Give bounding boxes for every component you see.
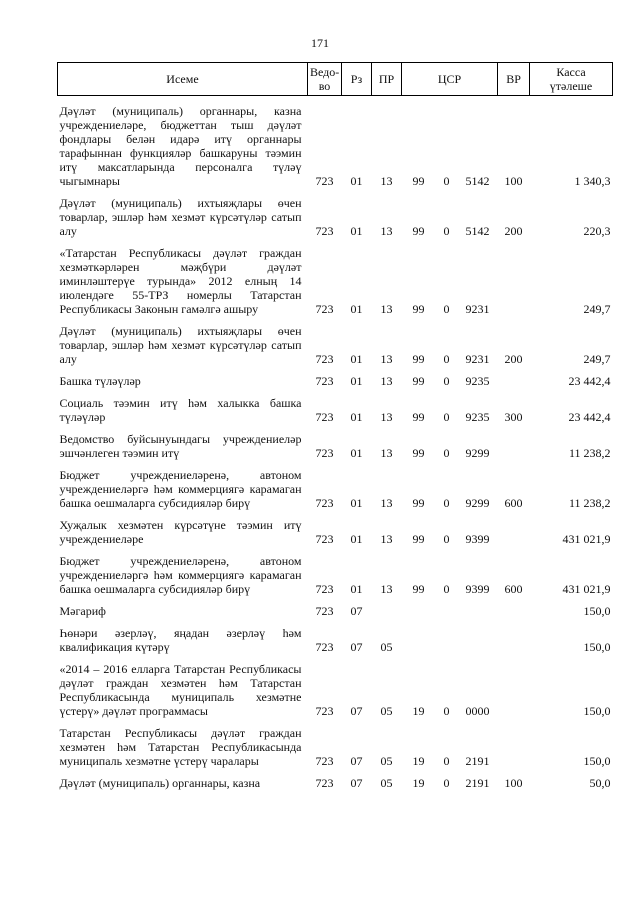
cell-rz: 07 <box>350 704 363 718</box>
cell-csr3: 9231 <box>465 352 490 366</box>
cell-csr1: 99 <box>412 374 425 388</box>
cell-rz: 01 <box>350 410 363 424</box>
cell-sum: 11 238,2 <box>568 446 611 460</box>
cell-pr: 13 <box>380 174 393 188</box>
cell-sum: 1 340,3 <box>574 174 611 188</box>
cell-rz: 01 <box>350 374 363 388</box>
header-sum: Касса үтәлеше <box>530 63 613 96</box>
cell-pr: 13 <box>380 410 393 424</box>
cell-vr <box>498 510 530 546</box>
cell-sum: 150,0 <box>583 754 611 768</box>
header-pr: ПР <box>372 63 402 96</box>
cell-csr2: 0 <box>443 704 450 718</box>
cell-csr2: 0 <box>443 224 450 238</box>
header-rz: Рз <box>342 63 372 96</box>
header-name: Исеме <box>58 63 308 96</box>
cell-name: Хуҗалык хезмәтен күрсәтүне тәэмин итү учреждениеләре <box>59 518 302 546</box>
cell-csr3: 9235 <box>465 410 490 424</box>
cell-name: Дәүләт (муниципаль) органнары, казна учреждениеләре, бюджеттан тыш дәүләт фондлары белән идарә итү органнары тарафыннан функцияләр башкаруны тәэмин итү максатларында персоналга түләү чыгымнары <box>59 104 302 188</box>
cell-csr2: 0 <box>443 302 450 316</box>
cell-csr1: 99 <box>412 174 425 188</box>
cell-sum: 23 442,4 <box>568 410 611 424</box>
cell-ved: 723 <box>315 352 334 366</box>
cell-ved: 723 <box>315 224 334 238</box>
cell-name: Социаль тәэмин итү һәм халыкка башка түләүләр <box>59 396 302 424</box>
cell-name: Татарстан Республикасы дәүләт граждан хезмәтен һәм Татарстан Республикасында муниципаль хезмәтне үстерү чаралары <box>59 726 302 768</box>
cell-vr: 300 <box>504 410 523 424</box>
cell-csr2: 0 <box>443 352 450 366</box>
cell-pr: 05 <box>380 704 393 718</box>
cell-rz: 07 <box>350 776 363 790</box>
cell-vr <box>498 618 530 654</box>
cell-csr3: 0000 <box>465 704 490 718</box>
cell-pr: 13 <box>380 224 393 238</box>
table-row <box>58 546 613 596</box>
cell-ved: 723 <box>315 754 334 768</box>
cell-sum: 50,0 <box>589 776 611 790</box>
cell-csr2: 0 <box>443 410 450 424</box>
table-row <box>58 188 613 238</box>
header-ved: Ведо- во <box>308 63 342 96</box>
cell-rz: 01 <box>350 302 363 316</box>
cell-rz: 07 <box>350 754 363 768</box>
budget-table <box>57 62 613 790</box>
cell-pr: 13 <box>380 446 393 460</box>
cell-csr2: 0 <box>443 754 450 768</box>
cell-csr1: 99 <box>412 582 425 596</box>
cell-sum: 150,0 <box>583 604 611 618</box>
cell-ved: 723 <box>315 174 334 188</box>
cell-rz: 07 <box>350 640 363 654</box>
table-row <box>58 768 613 790</box>
cell-ved: 723 <box>315 776 334 790</box>
cell-vr: 200 <box>504 224 523 238</box>
cell-vr: 600 <box>504 496 523 510</box>
cell-name: Башка түләүләр <box>59 374 141 388</box>
cell-sum: 23 442,4 <box>568 374 611 388</box>
table-row <box>58 618 613 654</box>
cell-pr: 05 <box>380 776 393 790</box>
cell-csr2: 0 <box>443 776 450 790</box>
cell-rz: 01 <box>350 496 363 510</box>
cell-csr1 <box>402 596 436 618</box>
cell-pr <box>372 596 402 618</box>
cell-csr1: 99 <box>412 302 425 316</box>
table-header-row <box>58 63 613 96</box>
cell-csr3: 5142 <box>465 224 490 238</box>
cell-csr3: 2191 <box>465 776 490 790</box>
cell-ved: 723 <box>315 374 334 388</box>
cell-csr3: 9299 <box>465 496 490 510</box>
cell-csr2: 0 <box>443 374 450 388</box>
cell-csr2 <box>436 596 458 618</box>
cell-csr2: 0 <box>443 532 450 546</box>
cell-csr1: 99 <box>412 496 425 510</box>
cell-csr3 <box>458 618 498 654</box>
cell-csr1: 99 <box>412 410 425 424</box>
cell-vr: 600 <box>504 582 523 596</box>
cell-vr <box>498 654 530 718</box>
cell-rz: 01 <box>350 352 363 366</box>
cell-sum: 150,0 <box>583 640 611 654</box>
cell-csr3 <box>458 596 498 618</box>
table-row <box>58 316 613 366</box>
cell-vr <box>498 424 530 460</box>
cell-csr1: 99 <box>412 532 425 546</box>
cell-ved: 723 <box>315 446 334 460</box>
table-row <box>58 596 613 618</box>
cell-name: «2014 – 2016 елларга Татарстан Республикасы дәүләт граждан хезмәтен һәм Татарстан Республикасында муниципаль хезмәтне үстерү» дәүләт программасы <box>59 662 302 718</box>
table-row <box>58 238 613 316</box>
table-row <box>58 424 613 460</box>
cell-ved: 723 <box>315 704 334 718</box>
page-number: 171 <box>311 36 329 50</box>
table-row <box>58 718 613 768</box>
cell-pr: 13 <box>380 582 393 596</box>
cell-csr3: 9235 <box>465 374 490 388</box>
cell-csr3: 9399 <box>465 532 490 546</box>
cell-sum: 249,7 <box>583 302 611 316</box>
cell-csr2: 0 <box>443 582 450 596</box>
cell-ved: 723 <box>315 604 334 618</box>
cell-csr2: 0 <box>443 446 450 460</box>
cell-csr2 <box>436 618 458 654</box>
cell-name: Бюджет учреждениеләренә, автоном учреждениеләргә һәм коммерциягә карамаган башка оешмаларга субсидияләр бирү <box>59 554 302 596</box>
cell-name: Бюджет учреждениеләренә, автоном учреждениеләргә һәм коммерциягә карамаган башка оешмаларга субсидияләр бирү <box>59 468 302 510</box>
cell-pr: 13 <box>380 302 393 316</box>
cell-pr: 13 <box>380 532 393 546</box>
cell-csr1: 99 <box>412 224 425 238</box>
cell-vr <box>498 238 530 316</box>
table-row <box>58 388 613 424</box>
cell-rz: 01 <box>350 224 363 238</box>
cell-csr3: 5142 <box>465 174 490 188</box>
cell-sum: 249,7 <box>583 352 611 366</box>
cell-pr: 05 <box>380 640 393 654</box>
cell-ved: 723 <box>315 410 334 424</box>
cell-rz: 01 <box>350 582 363 596</box>
header-csr: ЦСР <box>402 63 498 96</box>
cell-name: Һөнәри әзерләү, яңадан әзерләү һәм квалификация күтәрү <box>59 626 302 654</box>
cell-ved: 723 <box>315 640 334 654</box>
cell-name: Мәгариф <box>59 604 106 618</box>
cell-csr3: 9299 <box>465 446 490 460</box>
table-row <box>58 510 613 546</box>
cell-name: «Татарстан Республикасы дәүләт граждан хезмәткәрләрен мәҗбүри дәүләт иминләштерүе турында» 2012 елның 14 июлендәге 55-ТРЗ номерлы Татарстан Республикасы Законын гамәлгә ашыру <box>59 246 302 316</box>
cell-csr3: 2191 <box>465 754 490 768</box>
cell-rz: 07 <box>350 604 363 618</box>
cell-vr: 100 <box>504 776 523 790</box>
cell-vr <box>498 718 530 768</box>
cell-sum: 150,0 <box>583 704 611 718</box>
cell-csr2: 0 <box>443 496 450 510</box>
table-row <box>58 654 613 718</box>
cell-sum: 431 021,9 <box>562 582 611 596</box>
table-row <box>58 96 613 189</box>
cell-csr2: 0 <box>443 174 450 188</box>
cell-sum: 11 238,2 <box>568 496 611 510</box>
cell-csr1: 99 <box>412 352 425 366</box>
cell-csr1: 19 <box>412 704 425 718</box>
cell-rz: 01 <box>350 446 363 460</box>
cell-csr3: 9399 <box>465 582 490 596</box>
cell-csr1: 99 <box>412 446 425 460</box>
cell-name: Дәүләт (муниципаль) ихтыяҗлары өчен товарлар, эшләр һәм хезмәт күрсәтүләр сатып алу <box>59 196 302 238</box>
cell-ved: 723 <box>315 496 334 510</box>
cell-ved: 723 <box>315 302 334 316</box>
cell-vr: 200 <box>504 352 523 366</box>
cell-name: Дәүләт (муниципаль) ихтыяҗлары өчен товарлар, эшләр һәм хезмәт күрсәтүләр сатып алу <box>59 324 302 366</box>
cell-name: Ведомство буйсынуындагы учреждениеләр эшчәнлеген тәэмин итү <box>59 432 302 460</box>
cell-vr: 100 <box>504 174 523 188</box>
cell-pr: 05 <box>380 754 393 768</box>
cell-pr: 13 <box>380 496 393 510</box>
cell-ved: 723 <box>315 582 334 596</box>
cell-vr <box>498 596 530 618</box>
table-row <box>58 366 613 388</box>
cell-name: Дәүләт (муниципаль) органнары, казна <box>59 776 261 790</box>
cell-csr3: 9231 <box>465 302 490 316</box>
cell-sum: 220,3 <box>583 224 611 238</box>
cell-csr1: 19 <box>412 754 425 768</box>
header-vr: ВР <box>498 63 530 96</box>
cell-pr: 13 <box>380 374 393 388</box>
cell-rz: 01 <box>350 174 363 188</box>
cell-ved: 723 <box>315 532 334 546</box>
cell-csr1: 19 <box>412 776 425 790</box>
cell-pr: 13 <box>380 352 393 366</box>
cell-csr1 <box>402 618 436 654</box>
table-row <box>58 460 613 510</box>
cell-vr <box>498 366 530 388</box>
cell-sum: 431 021,9 <box>562 532 611 546</box>
cell-rz: 01 <box>350 532 363 546</box>
